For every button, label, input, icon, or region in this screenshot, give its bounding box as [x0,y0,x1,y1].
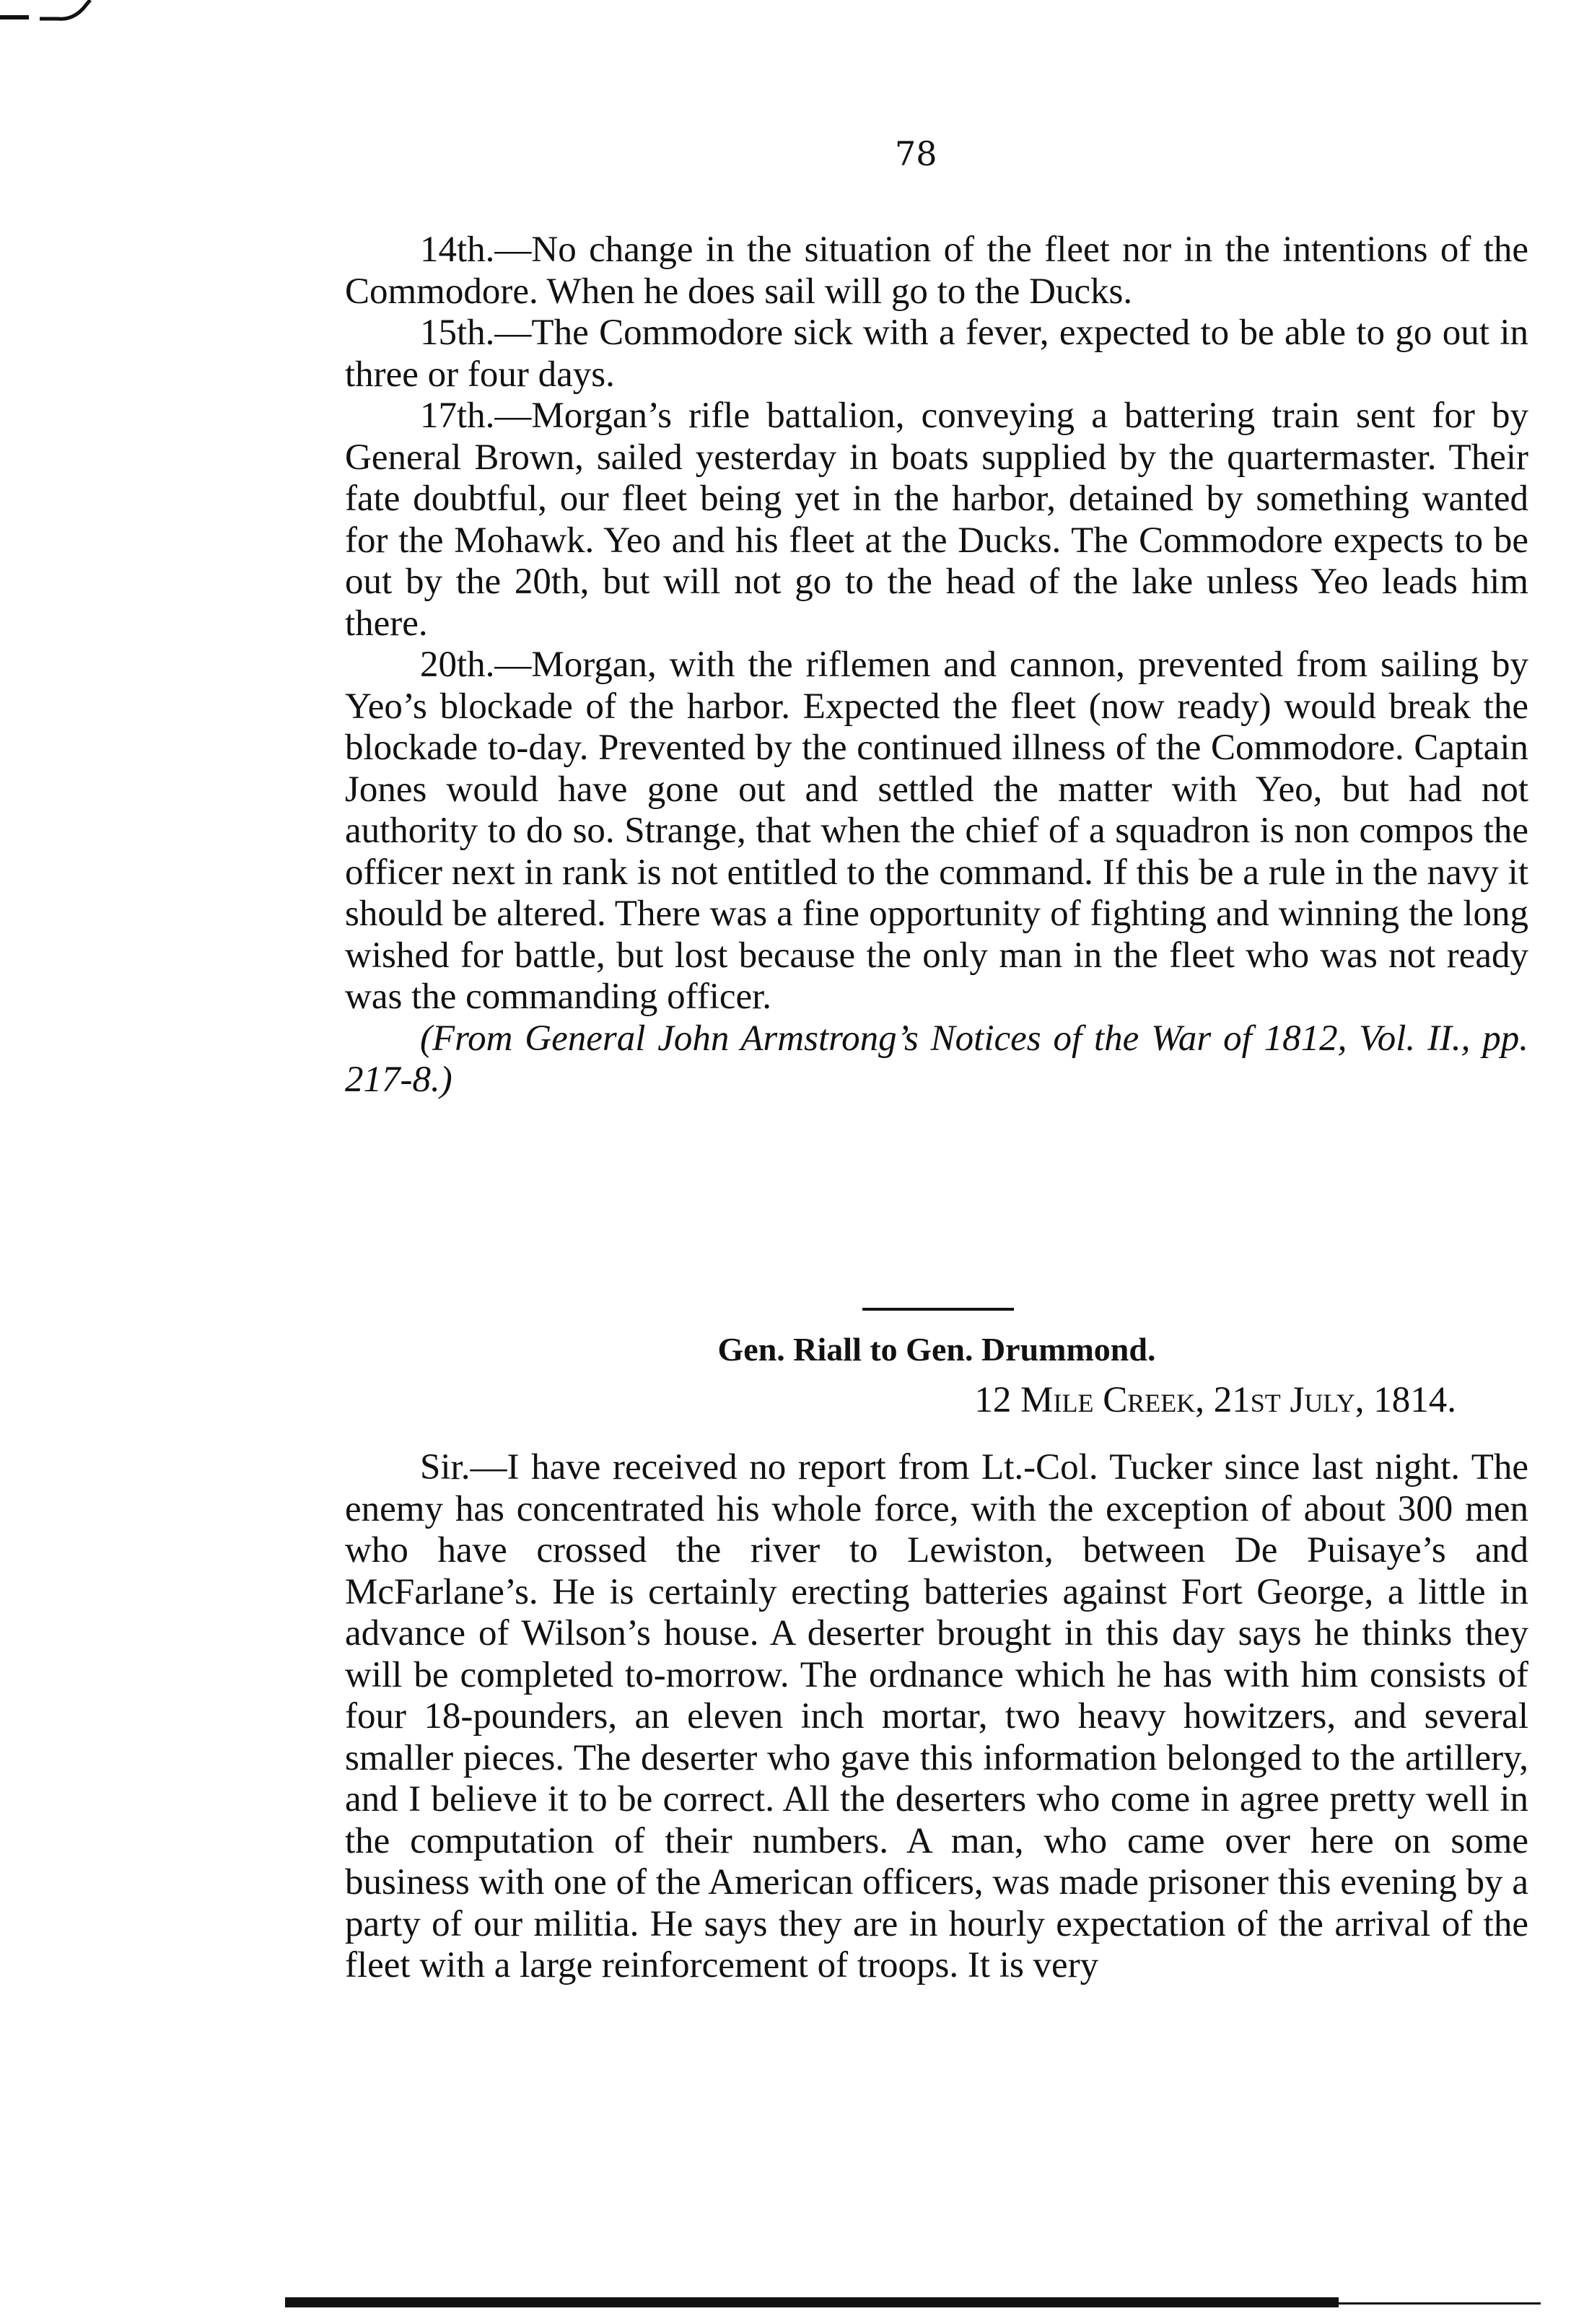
page-bottom-rule [285,2297,1339,2307]
letter-body [345,1447,1528,1987]
letter-heading: Gen. Riall to Gen. Drummond. [717,1331,1156,1368]
diary-paragraph: 20th.—Morgan, with the riflemen and cannon, prevented from sailing by Yeo’s blockade of the harbor. Expected the fleet (now ready) would break the blockade to-day. Prevented by the continued illness of the Commodore. Captain Jones would have gone out and settled the matter with Yeo, but had not authority to do so. Strange, that when the chief of a squadron is non compos the officer next in rank is not entitled to the command. If this be a rule in the navy it should be altered. There was a fine opportunity of fighting and winning the long wished for battle, but lost because the only man in the fleet who was not ready was the commanding officer. [345,645,1528,1017]
page-number: 78 [895,134,937,173]
section-divider [862,1308,1014,1311]
letter-paragraph: Sir.—I have received no report from Lt.-Col. Tucker since last night. The enemy has concentrated his whole force, with the exception of about 300 men who have crossed the river to Lewiston, between De Puisaye’s and McFarlane’s. He is certainly erecting batteries against Fort George, a little in advance of Wilson’s house. A deserter brought in this day says he thinks they will be completed to-morrow. The ordnance which he has with him consists of four 18-pounders, an eleven inch mortar, two heavy howitzers, and several smaller pieces. The deserter who gave this information belonged to the artillery, and I believe it to be correct. All the deserters who come in agree pretty well in the computation of their numbers. A man, who came over here on some business with one of the American officers, was made prisoner this evening by a party of our militia. He says they are in hourly expectation of the arrival of the fleet with a large reinforcement of troops. It is very [345,1447,1528,1986]
corner-ink-mark [0,0,101,29]
page-bottom-rule-thin [1339,2302,1541,2305]
diary-paragraph: 15th.—The Commodore sick with a fever, expected to be able to go out in three or four days. [345,313,1528,395]
diary-paragraph: 14th.—No change in the situation of the fleet nor in the intentions of the Commodore. When he does sail will go to the Ducks. [345,230,1528,312]
source-citation: (From General John Armstrong’s Notices of the War of 1812, Vol. II., pp. 217-8.) [345,1018,1528,1100]
diary-entries [345,230,1528,1101]
diary-paragraph: 17th.—Morgan’s rifle battalion, conveying a battering train sent for by General Brown, sailed yesterday in boats supplied by the quartermaster. Their fate doubtful, our fleet being yet in the harbor, detained by something wanted for the Mohawk. Yeo and his fleet at the Ducks. The Commodore expects to be out by the 20th, but will not go to the head of the lake unless Yeo leads him there. [345,396,1528,644]
letter-dateline: 12 Mile Creek, 21st July, 1814. [974,1380,1456,1420]
